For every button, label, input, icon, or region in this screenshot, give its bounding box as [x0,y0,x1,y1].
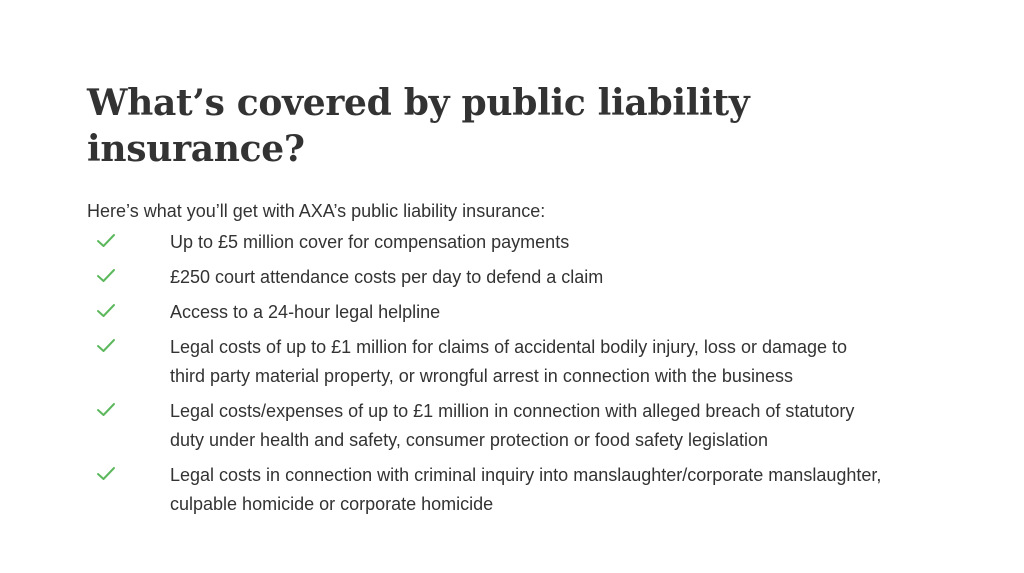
benefit-text: Up to £5 million cover for compensation payments [170,232,570,252]
check-icon [96,267,116,285]
list-item [87,263,887,292]
list-item [87,298,887,327]
benefit-text: Legal costs of up to £1 million for claims of accidental bodily injury, loss or damage to third party material property, or wrongful arrest in connection with the business [170,337,848,386]
benefit-text: Legal costs in connection with criminal inquiry into manslaughter/corporate manslaughter, culpable homicide or corporate homicide [170,465,882,514]
benefit-text: Legal costs/expenses of up to £1 million in connection with alleged breach of statutory duty under health and safety, consumer protection or food safety legislation [170,401,855,450]
page-title: What’s covered by public liability insurance? [87,82,750,170]
check-icon [96,232,116,250]
check-icon [96,465,116,483]
list-item [87,461,887,519]
list-item [87,228,887,257]
check-icon [96,302,116,320]
benefit-text: Access to a 24-hour legal helpline [170,302,441,322]
list-item [87,333,887,391]
coverage-section [87,80,887,525]
list-item [87,397,887,455]
benefit-text: £250 court attendance costs per day to defend a claim [170,267,604,287]
check-icon [96,337,116,355]
intro-text: Here’s what you’ll get with AXA’s public liability insurance: [87,201,546,221]
check-icon [96,401,116,419]
benefits-list [87,228,887,519]
